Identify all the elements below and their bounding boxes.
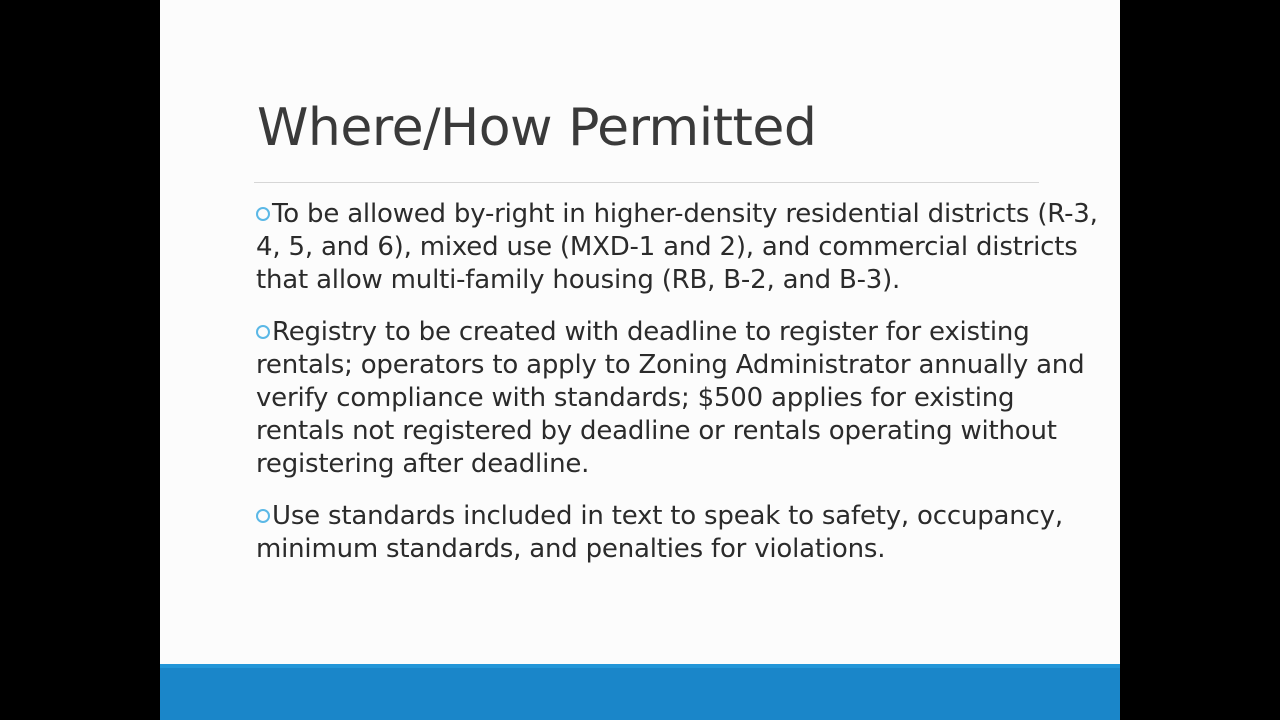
hollow-circle-icon xyxy=(256,207,270,221)
letterbox-left xyxy=(0,0,160,720)
bullet-text: Registry to be created with deadline to register for existing rentals; operators to apply to Zoning Administrator annually and verify compliance with standards; $500 applies for existing rentals not registered by deadline or rentals operating without registering after deadline. xyxy=(256,317,1085,479)
hollow-circle-icon xyxy=(256,509,270,523)
footer-accent-highlight xyxy=(160,664,1120,668)
presentation-slide xyxy=(160,0,1120,720)
letterbox-right xyxy=(1120,0,1280,720)
slide-title: Where/How Permitted xyxy=(257,98,817,158)
bullet-text: Use standards included in text to speak to safety, occupancy, minimum standards, and penalties for violations. xyxy=(256,501,1063,564)
bullet-item xyxy=(256,198,1102,297)
bullet-text: To be allowed by-right in higher-density residential districts (R-3, 4, 5, and 6), mixed use (MXD-1 and 2), and commercial districts that allow multi-family housing (RB, B-2, and B-3). xyxy=(256,199,1098,295)
hollow-circle-icon xyxy=(256,325,270,339)
bullet-item xyxy=(256,500,1102,566)
bullet-item xyxy=(256,316,1102,481)
footer-accent-bar xyxy=(160,664,1120,720)
title-divider xyxy=(254,182,1039,183)
bullet-list xyxy=(256,198,1102,585)
